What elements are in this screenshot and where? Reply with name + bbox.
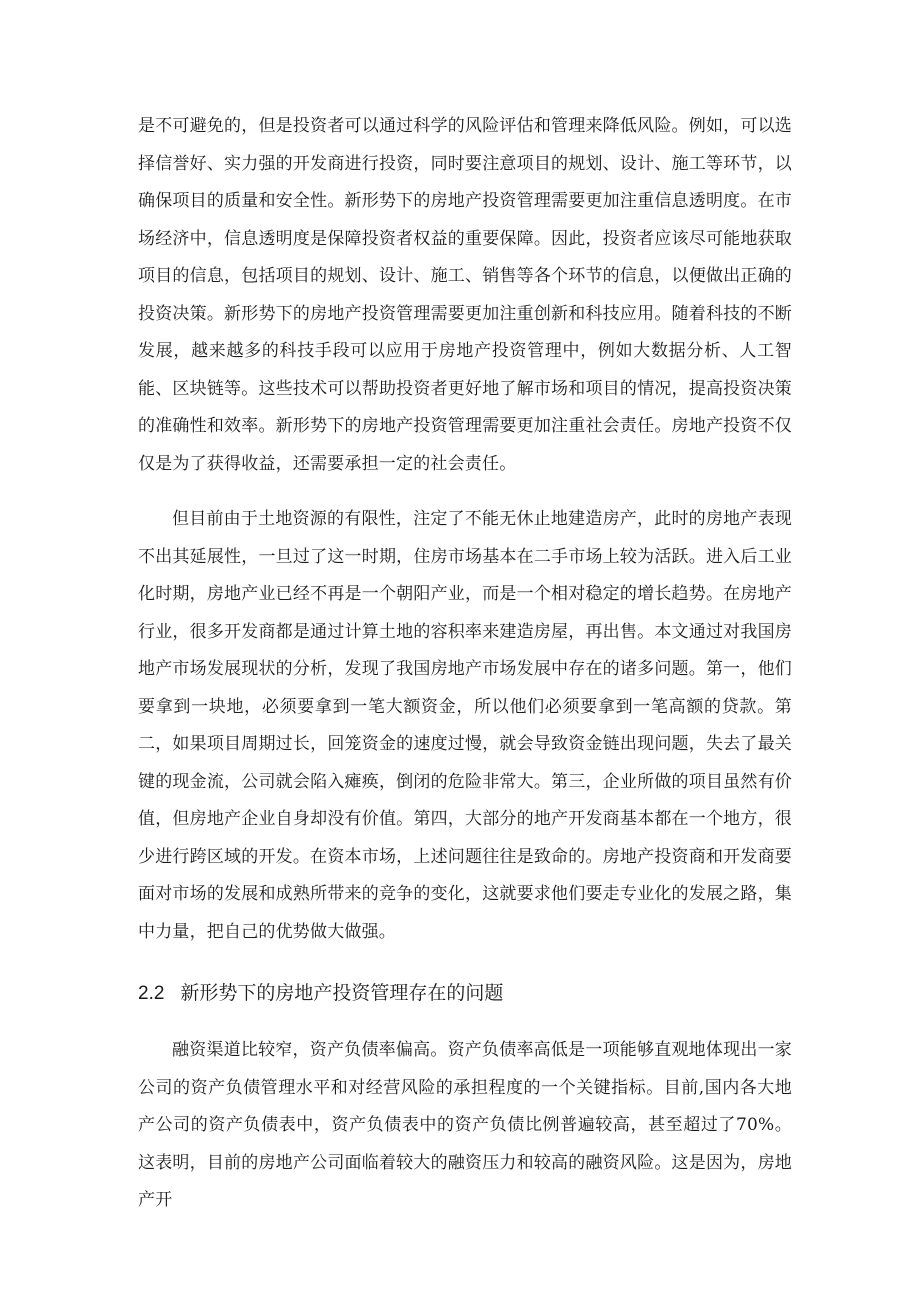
section-number: 2.2 xyxy=(138,983,165,1004)
body-paragraph-2: 但目前由于土地资源的有限性，注定了不能无休止地建造房产，此时的房地产表现不出其延展性，一旦过了这一时期，住房市场基本在二手市场上较为活跃。进入后工业化时期，房地产业已经不再是一个朝阳产业，而是一个相对稳定的增长趋势。在房地产行业，很多开发商都是通过计算土地的容积率来建造房屋，再出售。本文通过对我国房地产市场发展现状的分析，发现了我国房地产市场发展中存在的诸多问题。第一，他们要拿到一块地，必须要拿到一笔大额资金，所以他们必须要拿到一笔高额的贷款。第二，如果项目周期过长，回笼资金的速度过慢，就会导致资金链出现问题，失去了最关键的现金流，公司就会陷入瘫痪，倒闭的危险非常大。第三，企业所做的项目虽然有价值，但房地产企业自身却没有价值。第四，大部分的地产开发商基本都在一个地方，很少进行跨区域的开发。在资本市场，上述问题往往是致命的。房地产投资商和开发商要面对市场的发展和成熟所带来的竞争的变化，这就要求他们要走专业化的发展之路，集中力量，把自己的优势做大做强。 xyxy=(138,509,792,942)
document-page xyxy=(138,108,792,1220)
body-paragraph-1: 是不可避免的，但是投资者可以通过科学的风险评估和管理来降低风险。例如，可以选择信誉好、实力强的开发商进行投资，同时要注意项目的规划、设计、施工等环节，以确保项目的质量和安全性。新形势下的房地产投资管理需要更加注重信息透明度。在市场经济中，信息透明度是保障投资者权益的重要保障。因此，投资者应该尽可能地获取项目的信息，包括项目的规划、设计、施工、销售等各个环节的信息，以便做出正确的投资决策。新形势下的房地产投资管理需要更加注重创新和科技应用。随着科技的不断发展，越来越多的科技手段可以应用于房地产投资管理中，例如大数据分析、人工智能、区块链等。这些技术可以帮助投资者更好地了解市场和项目的情况，提高投资决策的准确性和效率。新形势下的房地产投资管理需要更加注重社会责任。房地产投资不仅仅是为了获得收益，还需要承担一定的社会责任。 xyxy=(138,116,792,474)
section-title: 新形势下的房地产投资管理存在的问题 xyxy=(180,982,504,1004)
section-heading xyxy=(138,973,792,1014)
section-paragraph-1: 融资渠道比较窄，资产负债率偏高。资产负债率高低是一项能够直观地体现出一家公司的资产负债管理水平和对经营风险的承担程度的一个关键指标。目前,国内各大地产公司的资产负债表中，资产负债表中的资产负债比例普遍较高，甚至超过了70%。这表明，目前的房地产公司面临着较大的融资压力和较高的融资风险。这是因为，房地产开 xyxy=(138,1040,792,1210)
